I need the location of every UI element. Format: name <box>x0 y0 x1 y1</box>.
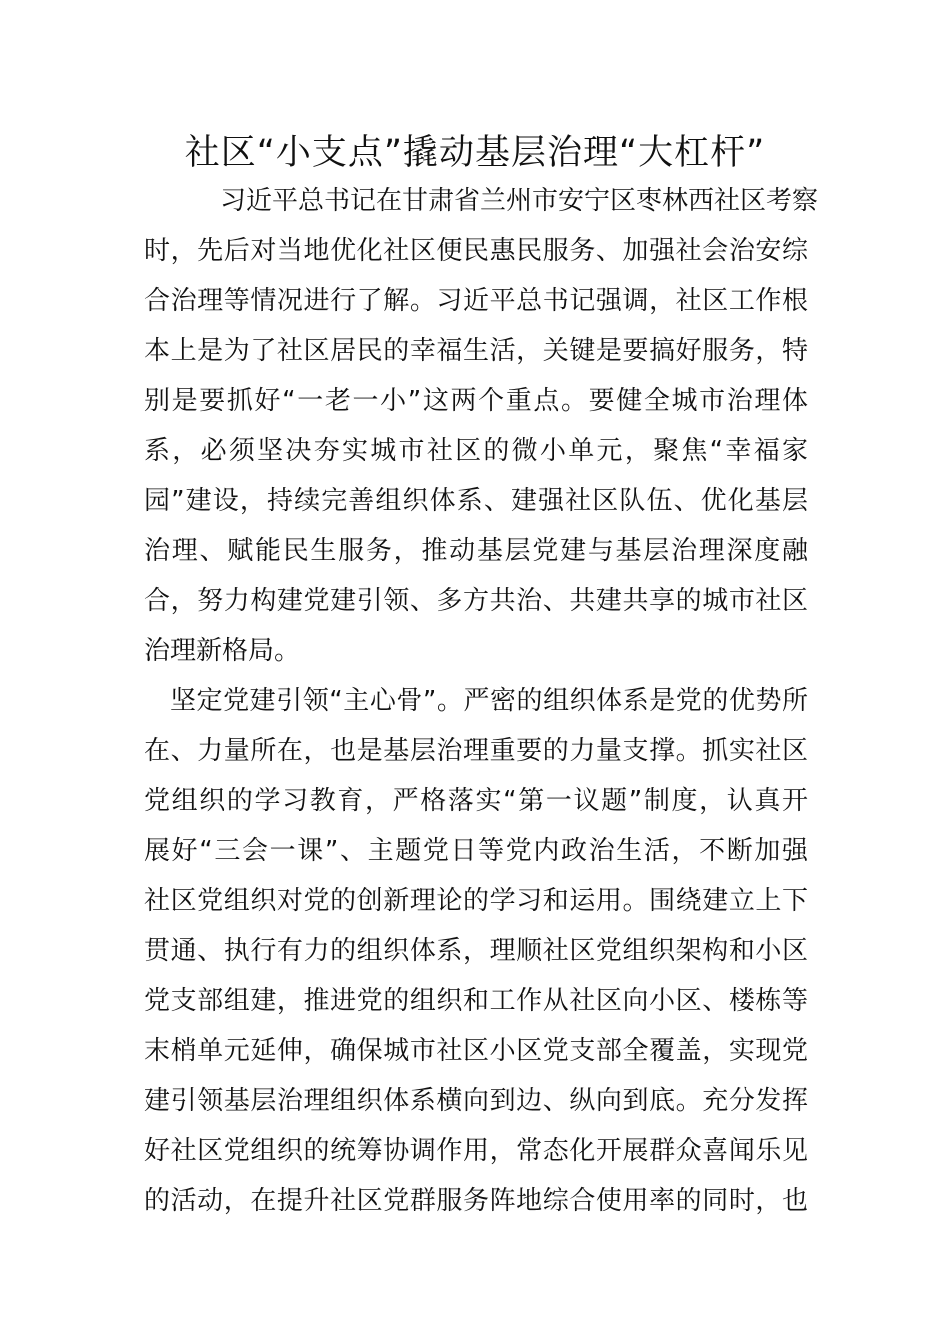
paragraph-2-line-6: 贯通、执行有力的组织体系，理顺社区党组织架构和小区 <box>144 936 808 966</box>
document-body <box>144 176 819 1226</box>
paragraph-1-line-3: 合治理等情况进行了解。习近平总书记强调，社区工作根 <box>144 286 808 316</box>
paragraph-1-line-4: 本上是为了社区居民的幸福生活，关键是要搞好服务，特 <box>144 336 808 366</box>
paragraph-2-line-3: 党组织的学习教育，严格落实“第一议题”制度，认真开 <box>144 786 808 816</box>
paragraph-1-line-8: 治理、赋能民生服务，推动基层党建与基层治理深度融 <box>144 536 808 566</box>
paragraph-2-line-4: 展好“三会一课”、主题党日等党内政治生活，不断加强 <box>144 836 808 866</box>
paragraph-2-line-8: 末梢单元延伸，确保城市社区小区党支部全覆盖，实现党 <box>144 1036 808 1066</box>
paragraph-2-line-7: 党支部组建，推进党的组织和工作从社区向小区、楼栋等 <box>144 986 808 1016</box>
paragraph-2-line-11: 的活动，在提升社区党群服务阵地综合使用率的同时，也 <box>144 1186 808 1216</box>
paragraph-2-line-2: 在、力量所在，也是基层治理重要的力量支撑。抓实社区 <box>144 736 808 766</box>
paragraph-1-line-9: 合，努力构建党建引领、多方共治、共建共享的城市社区 <box>144 586 808 616</box>
paragraph-1-line-5: 别是要抓好“一老一小”这两个重点。要健全城市治理体 <box>144 386 808 416</box>
paragraph-2-line-9: 建引领基层治理组织体系横向到边、纵向到底。充分发挥 <box>144 1086 808 1116</box>
paragraph-2-line-10: 好社区党组织的统筹协调作用，常态化开展群众喜闻乐见 <box>144 1136 808 1166</box>
paragraph-1-line-6: 系，必须坚决夯实城市社区的微小单元，聚焦“幸福家 <box>144 436 808 466</box>
paragraph-1-line-2: 时，先后对当地优化社区便民惠民服务、加强社会治安综 <box>144 236 808 266</box>
paragraph-1-line-1: 习近平总书记在甘肃省兰州市安宁区枣林西社区考察 <box>220 186 819 216</box>
document-title: 社区“小支点”撬动基层治理“大杠杆” <box>184 133 766 173</box>
paragraph-2-line-5: 社区党组织对党的创新理论的学习和运用。围绕建立上下 <box>144 886 808 916</box>
paragraph-1-line-10: 治理新格局。 <box>144 636 301 666</box>
paragraph-1-line-7: 园”建设，持续完善组织体系、建强社区队伍、优化基层 <box>144 486 808 516</box>
paragraph-2-line-1: 坚定党建引领“主心骨”。严密的组织体系是党的优势所 <box>170 686 808 716</box>
